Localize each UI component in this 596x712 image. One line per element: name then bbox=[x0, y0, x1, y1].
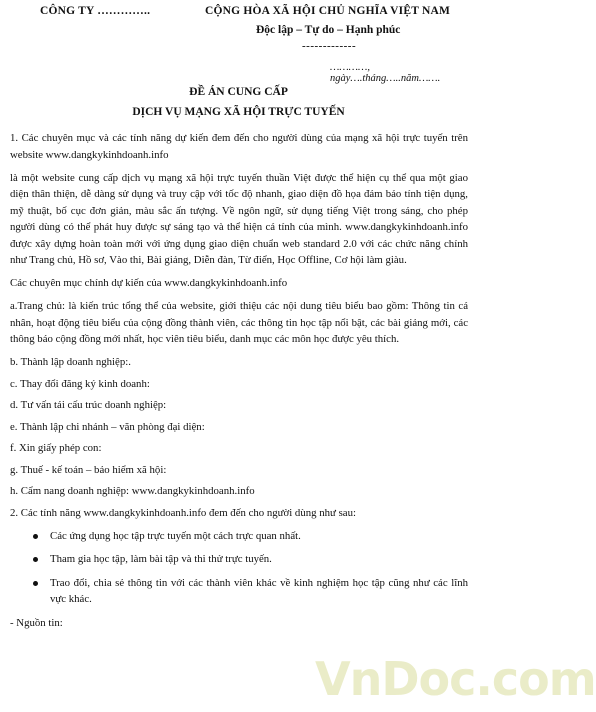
categories-heading: Các chuyên mục chính dự kiến của www.dangkykinhdoanh.info bbox=[10, 277, 288, 289]
national-motto: Độc lập – Tự do – Hạnh phúc bbox=[256, 24, 401, 36]
category-d: d. Tư vấn tái cấu trúc doanh nghiệp: bbox=[10, 399, 167, 411]
list-item bbox=[10, 575, 468, 608]
company-name: CÔNG TY ………….. bbox=[40, 5, 151, 17]
category-b: b. Thành lập doanh nghiệp:. bbox=[10, 356, 131, 368]
category-g: g. Thuế - kế toán – bảo hiểm xã hội: bbox=[10, 463, 167, 476]
bullet-icon bbox=[33, 581, 38, 586]
list-item bbox=[10, 551, 468, 568]
list-item bbox=[10, 528, 468, 545]
category-a: a.Trang chủ: là kiến trúc tổng thể của website, giới thiệu các nội dung tiêu biểu bao gồm: Thông tin cá nhân, hoạt động tiêu biểu của cộng đồng thành viên, các thông tin học tập nổi bật, các bài giảng mới, các thông báo cộng đồng mới nhất, học viên tiêu biểu, danh mục các môn học được yêu thích. bbox=[10, 300, 468, 345]
feature-list bbox=[10, 528, 468, 608]
list-item-text: Trao đổi, chia sẻ thông tin với các thành viên khác về kinh nghiệm học tập cũng như các lĩnh vực khác. bbox=[50, 576, 468, 605]
date-line: …………, ngày….tháng…..năm……. bbox=[330, 62, 441, 84]
document-title-line2: DỊCH VỤ MẠNG XÃ HỘI TRỰC TUYẾN bbox=[132, 106, 345, 118]
intro-paragraph: là một website cung cấp dịch vụ mạng xã hội trực tuyến thuần Việt được thể hiện cụ thể qua một giao diện thân thiện, dễ dàng sử dụng và truy cập với tốc độ nhanh, giao diện đồ họa đảm bảo tính tiện dụng, mỹ thuật, bố cục đơn giản, màu sắc ấn tượng. Về ngôn ngữ, sử dụng tiếng Việt trong sáng, cho phép người dùng có thể phát huy được sự sáng tạo và thể hiện cá tính của mình. www.dangkykinhdoanh.info được xây dựng hoàn toàn mới với ứng dụng giao diện chuẩn web standard 2.0 với các chức năng chính như Trang chủ, Hồ sơ, Vào thi, Bài giảng, Diễn đàn, Từ điển, Học Offline, Cơ hội làm giàu. bbox=[10, 171, 468, 266]
source-line: - Nguồn tin: bbox=[10, 616, 63, 629]
category-f: f. Xin giấy phép con: bbox=[10, 442, 102, 454]
document-body bbox=[10, 130, 468, 638]
watermark-logo: VnDoc.com bbox=[315, 652, 596, 706]
list-item-text: Tham gia học tập, làm bài tập và thi thử trực tuyến. bbox=[50, 553, 272, 565]
bullet-icon bbox=[33, 534, 38, 539]
category-e: e. Thành lập chi nhánh – văn phòng đại diện: bbox=[10, 420, 205, 433]
category-h: h. Cẩm nang doanh nghiệp: www.dangkykinhdoanh.info bbox=[10, 485, 255, 497]
list-item-text: Các ứng dụng học tập trực tuyến một cách trực quan nhất. bbox=[50, 529, 301, 542]
section-2-heading: 2. Các tính năng www.dangkykinhdoanh.info đem đến cho người dùng như sau: bbox=[10, 506, 356, 519]
bullet-icon bbox=[33, 557, 38, 562]
document-title-line1: ĐỀ ÁN CUNG CẤP bbox=[189, 86, 288, 98]
category-c: c. Thay đổi đăng ký kinh doanh: bbox=[10, 377, 150, 390]
section-1-heading: 1. Các chuyên mục và các tính năng dự kiến đem đến cho người dùng của mạng xã hội trực tuyến trên website www.dangkykinhdoanh.info bbox=[10, 132, 468, 161]
header-divider: ------------- bbox=[302, 40, 357, 52]
national-title: CỘNG HÒA XÃ HỘI CHỦ NGHĨA VIỆT NAM bbox=[205, 5, 451, 17]
